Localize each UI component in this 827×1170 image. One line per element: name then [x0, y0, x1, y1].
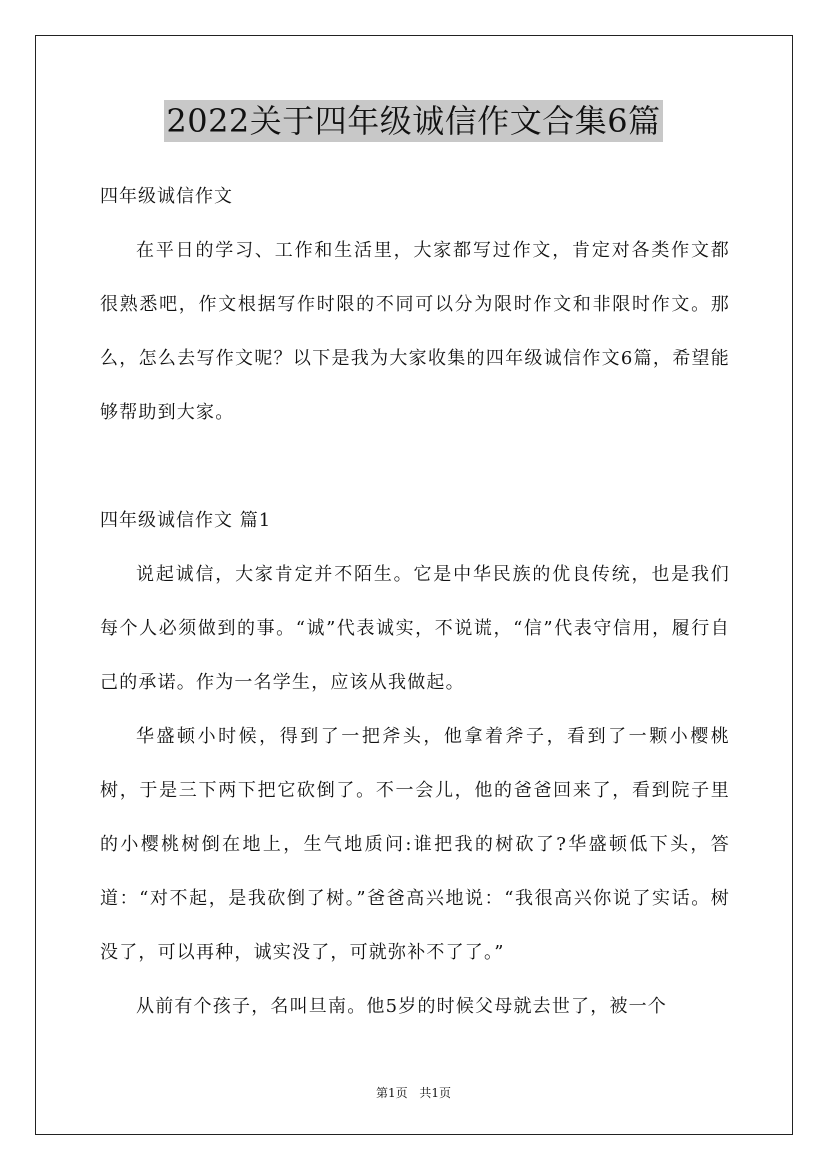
- body-paragraph-3: 从前有个孩子，名叫旦南。他5岁的时候父母就去世了，被一个: [136, 996, 668, 1017]
- page-number: 第1页: [375, 1086, 408, 1100]
- section-heading: 四年级诚信作文 篇1: [100, 510, 272, 531]
- section-spacer: [100, 440, 730, 494]
- document-title: 2022关于四年级诚信作文合集6篇: [166, 102, 661, 140]
- page-total: 共1页: [419, 1086, 452, 1100]
- body-paragraph-2: 华盛顿小时候，得到了一把斧头，他拿着斧子，看到了一颗小樱桃树，于是三下两下把它砍倒了。不一会儿，他的爸爸回来了，看到院子里的小樱桃树倒在地上，生气地质问:谁把我的树砍了?华盛顿低下头，答道：“对不起，是我砍倒了树。”爸爸高兴地说：“我很高兴你说了实话。树没了，可以再种，诚实没了，可就弥补不了了。”: [100, 726, 730, 963]
- body-paragraph-1: 说起诚信，大家肯定并不陌生。它是中华民族的优良传统，也是我们每个人必须做到的事。“诚”代表诚实，不说谎，“信”代表守信用，履行自己的承诺。作为一名学生，应该从我做起。: [100, 564, 730, 693]
- intro-heading: 四年级诚信作文: [100, 186, 233, 207]
- intro-paragraph: 在平日的学习、工作和生活里，大家都写过作文，肯定对各类作文都很熟悉吧，作文根据写作时限的不同可以分为限时作文和非限时作文。那么，怎么去写作文呢？以下是我为大家收集的四年级诚信作文6篇，希望能够帮助到大家。: [100, 240, 730, 423]
- title-container: [0, 100, 827, 142]
- document-body: [100, 170, 730, 1034]
- page-footer: [0, 1084, 827, 1101]
